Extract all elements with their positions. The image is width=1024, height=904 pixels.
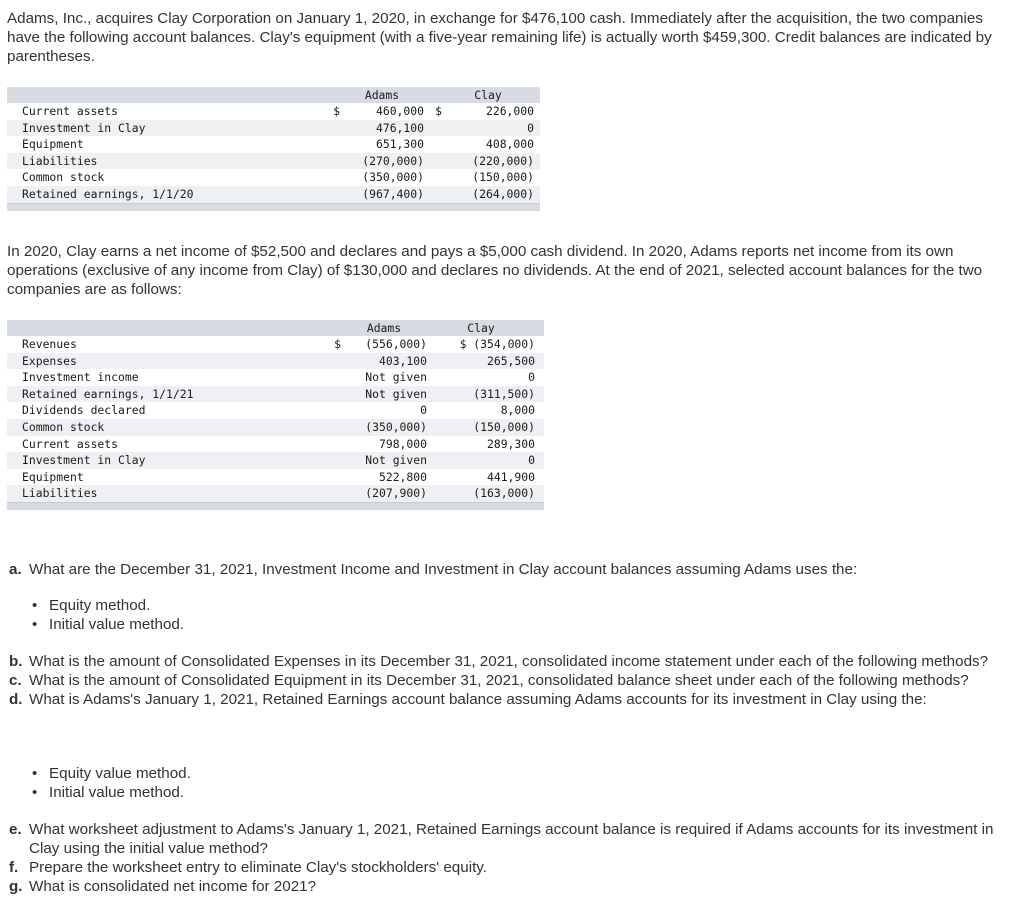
adams-currency-symbol [325, 469, 341, 486]
clay-value: (264,000) [442, 186, 534, 203]
table-header-row [7, 87, 540, 103]
question-a-bullets [32, 596, 184, 634]
account-label: Investment income [7, 369, 325, 386]
adams-currency-symbol [325, 419, 341, 436]
question-b [9, 652, 1019, 671]
table-row [7, 169, 540, 186]
adams-value: (207,900) [341, 485, 427, 502]
clay-value: 265,500 [427, 353, 535, 370]
adams-value: (350,000) [341, 419, 427, 436]
row-padding [534, 169, 540, 186]
year-end-2021-balances-table [7, 320, 544, 510]
question-f [9, 858, 1019, 877]
account-label: Common stock [7, 419, 325, 436]
clay-currency-symbol [424, 186, 442, 203]
row-padding [535, 452, 544, 469]
table-row [7, 485, 544, 502]
clay-currency-symbol [424, 169, 442, 186]
clay-value: $ (354,000) [427, 336, 535, 353]
column-header-adams: Adams [340, 87, 424, 103]
row-padding [535, 485, 544, 502]
question-letter: d. [9, 691, 23, 708]
account-label: Equipment [7, 469, 325, 486]
account-label: Liabilities [7, 153, 327, 170]
account-label: Investment in Clay [7, 120, 327, 137]
clay-value: 441,900 [427, 469, 535, 486]
table-row [7, 136, 540, 153]
clay-currency-symbol [424, 136, 442, 153]
table-row [7, 419, 544, 436]
row-padding [535, 402, 544, 419]
clay-currency-symbol [424, 120, 442, 137]
question-d [9, 690, 1019, 709]
table-footer-bar [7, 203, 540, 211]
bullet-item: • Initial value method. [32, 615, 184, 634]
clay-value: 0 [427, 369, 535, 386]
account-label: Retained earnings, 1/1/20 [7, 186, 327, 203]
adams-value: (556,000) [341, 336, 427, 353]
table-row [7, 186, 540, 203]
clay-value: 0 [442, 120, 534, 137]
adams-currency-symbol [325, 436, 341, 453]
question-c [9, 671, 1019, 690]
adams-currency-symbol: $ [327, 103, 340, 120]
questions-e-to-g [9, 820, 1019, 896]
account-label: Equipment [7, 136, 327, 153]
column-header-clay: Clay [442, 87, 534, 103]
clay-value: 408,000 [442, 136, 534, 153]
acquisition-balances-table [7, 87, 540, 211]
table-row [7, 402, 544, 419]
row-padding [534, 103, 540, 120]
adams-value: 403,100 [341, 353, 427, 370]
table-row [7, 452, 544, 469]
clay-value: (150,000) [427, 419, 535, 436]
account-label: Retained earnings, 1/1/21 [7, 386, 325, 403]
clay-value: 226,000 [442, 103, 534, 120]
adams-value: 0 [341, 402, 427, 419]
account-label: Liabilities [7, 485, 325, 502]
question-text: What is the amount of Consolidated Equipment in its December 31, 2021, consolidated balance sheet under each of the following methods? [29, 672, 969, 689]
row-padding [534, 186, 540, 203]
table-row [7, 369, 544, 386]
adams-value: 460,000 [340, 103, 424, 120]
row-padding [535, 336, 544, 353]
bullet-item: • Equity method. [32, 596, 184, 615]
adams-currency-symbol [325, 452, 341, 469]
adams-value: (270,000) [340, 153, 424, 170]
question-text: What is Adams's January 1, 2021, Retained Earnings account balance assuming Adams accounts for its investment in Clay using the: [29, 691, 927, 708]
question-letter: b. [9, 653, 23, 670]
adams-value: (967,400) [340, 186, 424, 203]
table-row [7, 336, 544, 353]
row-padding [535, 353, 544, 370]
question-letter: g. [9, 878, 23, 895]
account-label: Current assets [7, 103, 327, 120]
adams-value: 476,100 [340, 120, 424, 137]
clay-value: 289,300 [427, 436, 535, 453]
adams-value: 798,000 [341, 436, 427, 453]
clay-value: (163,000) [427, 485, 535, 502]
bullet-item: • Equity value method. [32, 764, 191, 783]
row-padding [535, 469, 544, 486]
table-row [7, 153, 540, 170]
clay-value: (220,000) [442, 153, 534, 170]
row-padding [535, 369, 544, 386]
table-row [7, 103, 540, 120]
row-padding [535, 436, 544, 453]
table-row [7, 386, 544, 403]
table-row [7, 436, 544, 453]
column-header-clay: Clay [427, 320, 535, 336]
question-text: What is consolidated net income for 2021? [29, 878, 317, 895]
clay-currency-symbol [424, 153, 442, 170]
adams-currency-symbol [325, 353, 341, 370]
row-padding [535, 419, 544, 436]
clay-value: 8,000 [427, 402, 535, 419]
question-letter: f. [9, 859, 19, 876]
question-a [9, 560, 1019, 579]
account-label: Dividends declared [7, 402, 325, 419]
table-row [7, 469, 544, 486]
adams-value: Not given [341, 369, 427, 386]
clay-currency-symbol: $ [424, 103, 442, 120]
adams-currency-symbol [327, 153, 340, 170]
clay-value: (150,000) [442, 169, 534, 186]
account-label: Current assets [7, 436, 325, 453]
question-e [9, 820, 1019, 858]
adams-value: Not given [341, 452, 427, 469]
adams-value: Not given [341, 386, 427, 403]
adams-currency-symbol [325, 386, 341, 403]
row-padding [534, 136, 540, 153]
adams-currency-symbol [327, 186, 340, 203]
account-label: Revenues [7, 336, 325, 353]
row-padding [534, 120, 540, 137]
question-g [9, 877, 1019, 896]
question-d-bullets [32, 764, 191, 802]
account-label: Expenses [7, 353, 325, 370]
table-footer-bar [7, 502, 544, 510]
adams-currency-symbol [325, 485, 341, 502]
account-label: Investment in Clay [7, 452, 325, 469]
questions-b-to-d [9, 652, 1019, 709]
question-text: What worksheet adjustment to Adams's January 1, 2021, Retained Earnings account balance is required if Adams accounts for its investment in Clay using the initial value method? [29, 821, 994, 857]
question-letter: a. [9, 561, 22, 578]
adams-value: 651,300 [340, 136, 424, 153]
intro-paragraph: Adams, Inc., acquires Clay Corporation on January 1, 2020, in exchange for $476,100 cash. Immediately after the acquisition, the two companies have the following account balances. Clay's equipment (with a five-year remaining life) is actually worth $459,300. Credit balances are indicated by parentheses. [7, 10, 992, 65]
row-padding [535, 386, 544, 403]
adams-currency-symbol: $ [325, 336, 341, 353]
adams-currency-symbol [327, 169, 340, 186]
clay-value: (311,500) [427, 386, 535, 403]
middle-paragraph: In 2020, Clay earns a net income of $52,500 and declares and pays a $5,000 cash dividend. In 2020, Adams reports net income from its own operations (exclusive of any income from Clay) of $130,000 and declares no dividends. At the end of 2021, selected account balances for the two companies are as follows: [7, 243, 983, 298]
question-letter: c. [9, 672, 22, 689]
question-text: What is the amount of Consolidated Expenses in its December 31, 2021, consolidated income statement under each of the following methods? [29, 653, 989, 670]
adams-value: 522,800 [341, 469, 427, 486]
account-label: Common stock [7, 169, 327, 186]
column-header-adams: Adams [341, 320, 427, 336]
adams-currency-symbol [327, 136, 340, 153]
adams-currency-symbol [325, 402, 341, 419]
table-row [7, 353, 544, 370]
bullet-item: • Initial value method. [32, 783, 191, 802]
adams-value: (350,000) [340, 169, 424, 186]
question-letter: e. [9, 821, 22, 838]
adams-currency-symbol [325, 369, 341, 386]
clay-value: 0 [427, 452, 535, 469]
adams-currency-symbol [327, 120, 340, 137]
question-text: Prepare the worksheet entry to eliminate Clay's stockholders' equity. [29, 859, 487, 876]
question-text: What are the December 31, 2021, Investment Income and Investment in Clay account balances assuming Adams uses the: [29, 561, 858, 578]
table-row [7, 120, 540, 137]
table-header-row [7, 320, 544, 336]
row-padding [534, 153, 540, 170]
